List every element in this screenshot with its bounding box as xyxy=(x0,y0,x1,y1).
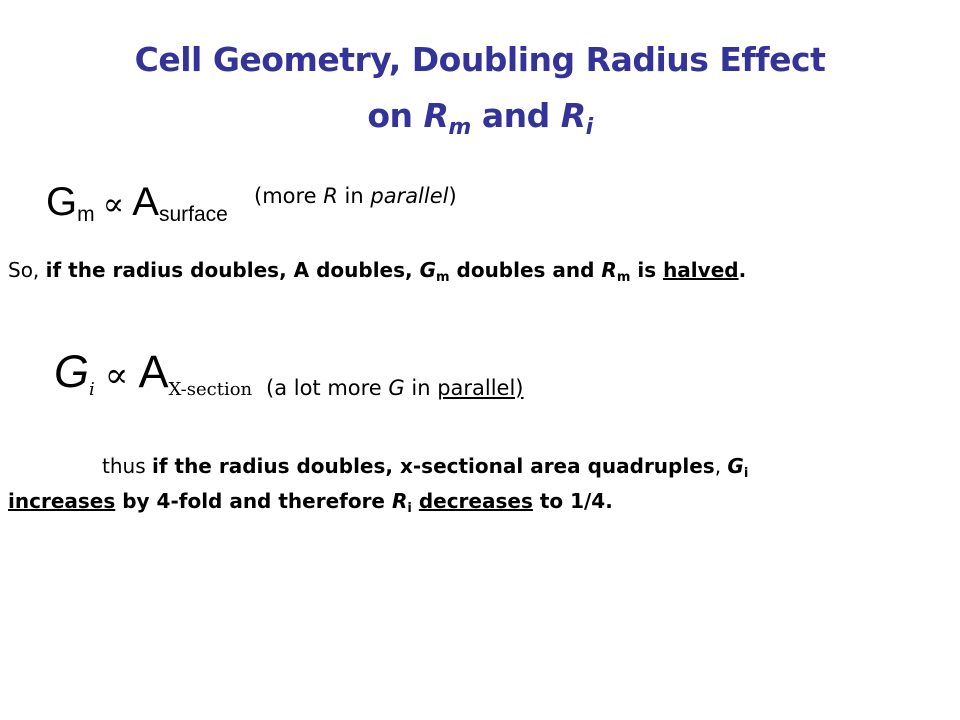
eq1-g-sub: m xyxy=(77,203,95,226)
equation-gi-proportional-xsection xyxy=(54,346,252,402)
title-ri: $R_i$ xyxy=(560,96,593,140)
eq1-g: G xyxy=(46,180,78,224)
eq2-g: G xyxy=(54,346,90,397)
equation-gm-proportional-surface xyxy=(46,178,228,228)
eq2-a-sub: X-section xyxy=(168,379,253,400)
slide-title xyxy=(0,32,960,144)
thus-line: thus if the radius doubles, x-sectional area quadruples, $G_i$ xyxy=(102,454,749,481)
title-line-2 xyxy=(0,88,960,144)
eq1-a: A xyxy=(132,180,159,224)
title-and: and xyxy=(470,96,561,135)
eq2-note: (a lot more G in parallel) xyxy=(266,376,524,400)
eq2-a: A xyxy=(138,346,169,397)
title-on: on xyxy=(367,96,424,135)
title-line-1: Cell Geometry, Doubling Radius Effect xyxy=(134,40,826,79)
proportional-icon: ∝ xyxy=(104,356,129,396)
last-line: increases by 4-fold and therefore $R_i$ decreases to 1/4. xyxy=(8,489,613,516)
title-rm: $R_m$ xyxy=(423,96,471,140)
so-line: So, if the radius doubles, A doubles, $G_m$ doubles and $R_m$ is halved. xyxy=(8,258,747,285)
eq1-note: (more R in parallel) xyxy=(254,184,457,208)
proportional-icon: ∝ xyxy=(102,185,125,223)
eq1-a-sub: surface xyxy=(158,203,228,226)
eq2-g-sub: i xyxy=(89,379,95,400)
